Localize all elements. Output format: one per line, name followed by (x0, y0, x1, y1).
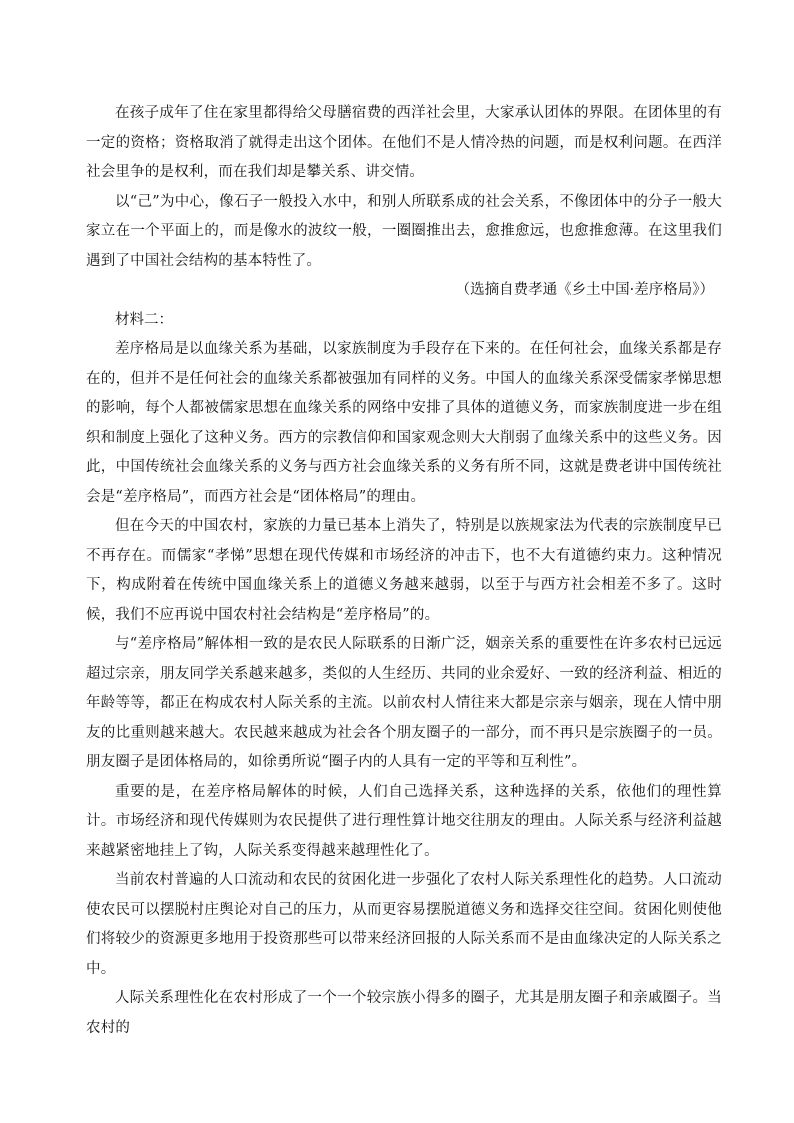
paragraph: 重要的是，在差序格局解体的时候，人们自己选择关系，这种选择的关系，依他们的理性算计。市场经济和现代传媒则为农民提供了进行理性算计地交往朋友的理由。人际关系与经济利益越来越紧密地挂上了钩，人际关系变得越来越理性化了。 (86, 783, 722, 859)
source-citation: （选摘自费孝通《乡土中国·差序格局》） (455, 282, 714, 298)
paragraph: 当前农村普遍的人口流动和农民的贫困化进一步强化了农村人际关系理性化的趋势。人口流动使农民可以摆脱村庄舆论对自己的压力，从而更容易摆脱道德义务和选择交往空间。贫困化则使他们将较少的资源更多地用于投资那些可以带来经济回报的人际关系而不是由血缘决定的人际关系之中。 (86, 872, 722, 977)
material-heading: 材料二： (115, 311, 173, 328)
paragraph: 在孩子成年了住在家里都得给父母膳宿费的西洋社会里，大家承认团体的界限。在团体里的有一定的资格；资格取消了就得走出这个团体。在他们不是人情冷热的问题，而是权利问题。在西洋社会里争的是权利，而在我们却是攀关系、讲交情。 (86, 105, 722, 180)
paragraph: 以“己”为中心，像石子一般投入水中，和别人所联系成的社会关系，不像团体中的分子一般大家立在一个平面上的，而是像水的波纹一般，一圈圈推出去，愈推愈远，也愈推愈薄。在这里我们遇到了中国社会结构的基本特性了。 (86, 193, 722, 269)
paragraph: 人际关系理性化在农村形成了一个一个较宗族小得多的圈子，尤其是朋友圈子和亲戚圈子。当农村的 (86, 990, 722, 1036)
paragraph: 差序格局是以血缘关系为基础，以家族制度为手段存在下来的。在任何社会，血缘关系都是存在的，但并不是任何社会的血缘关系都被强加有同样的义务。中国人的血缘关系深受儒家孝悌思想的影响，每个人都被儒家思想在血缘关系的网络中安排了具体的道德义务，而家族制度进一步在组织和制度上强化了这种义务。西方的宗教信仰和国家观念则大大削弱了血缘关系中的这些义务。因此，中国传统社会血缘关系的义务与西方社会血缘关系的义务有所不同，这就是费老讲中国传统社会是“差序格局”，而西方社会是“团体格局”的理由。 (86, 341, 722, 505)
paragraph: 与“差序格局”解体相一致的是农民人际联系的日渐广泛，姻亲关系的重要性在许多农村已远远超过宗亲，朋友同学关系越来越多，类似的人生经历、共同的业余爱好、一致的经济利益、相近的年龄等等，都正在构成农村人际关系的主流。以前农村人情往来大都是宗亲与姻亲，现在人情中朋友的比重则越来越大。农民越来越成为社会各个朋友圈子的一部分，而不再只是宗族圈子的一员。朋友圈子是团体格局的，如徐勇所说“圈子内的人具有一定的平等和互利性”。 (86, 636, 722, 770)
paragraph: 但在今天的中国农村，家族的力量已基本上消失了，特别是以族规家法为代表的宗族制度早已不再存在。而儒家“孝悌”思想在现代传媒和市场经济的冲击下，也不大有道德约束力。这种情况下，构成附着在传统中国血缘关系上的道德义务越来越弱，以至于与西方社会相差不多了。这时候，我们不应再说中国农村社会结构是“差序格局”的。 (86, 518, 722, 623)
document-body (86, 99, 722, 1043)
